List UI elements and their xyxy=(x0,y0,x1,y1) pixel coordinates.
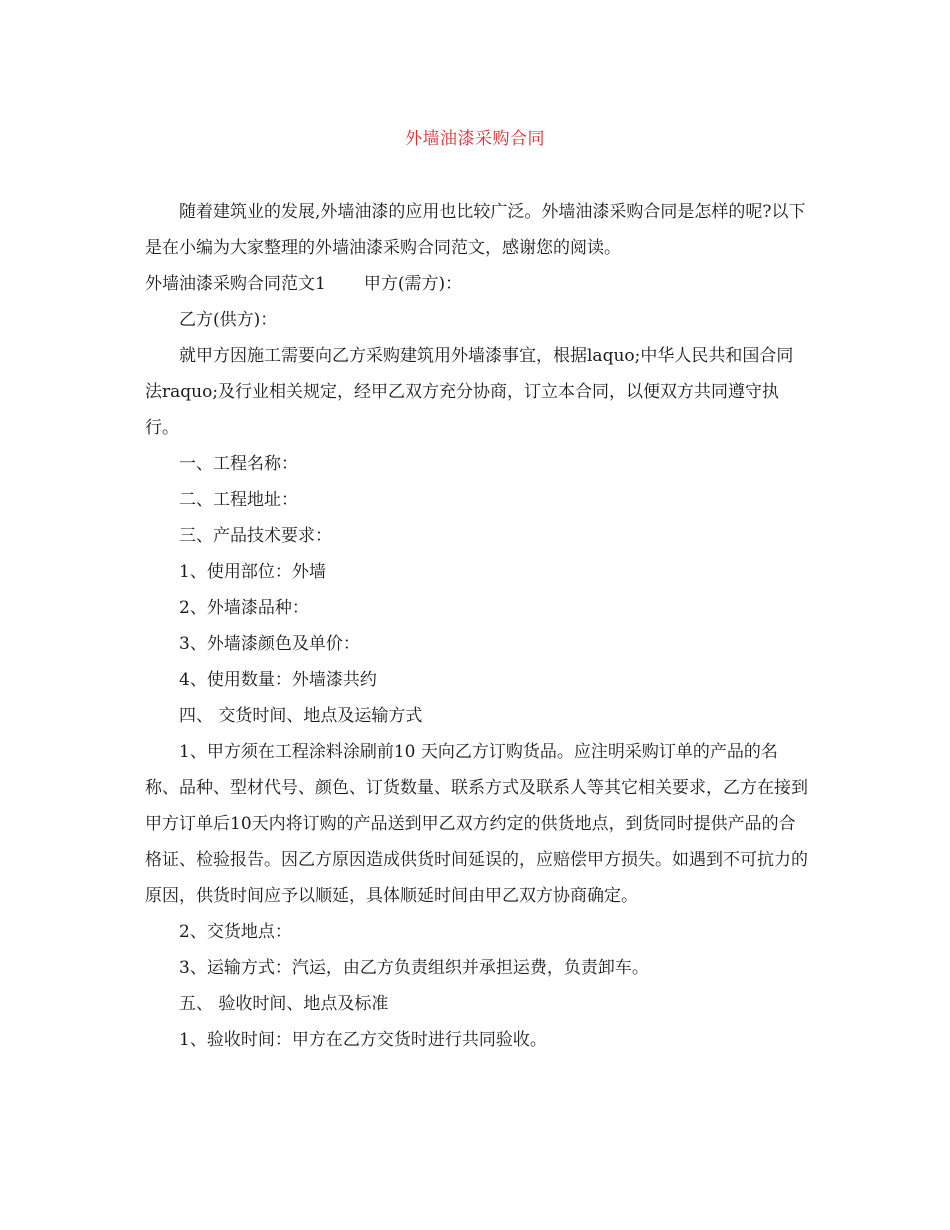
section-project-address: 二、工程地址： xyxy=(179,490,298,510)
party-b-label: 乙方(供方)： xyxy=(179,310,278,330)
tech-item-color-price: 3、外墙漆颜色及单价： xyxy=(179,634,360,654)
document-body xyxy=(145,194,810,1058)
delivery-item-location: 2、交货地点： xyxy=(179,922,292,942)
sample-heading: 外墙油漆采购合同范文1 xyxy=(145,274,326,294)
section-delivery: 四、 交货时间、地点及运输方式 xyxy=(179,706,423,726)
tech-item-usage-area: 1、使用部位：外墙 xyxy=(179,562,326,582)
section-project-name: 一、工程名称： xyxy=(179,454,298,474)
document-title: 外墙油漆采购合同 xyxy=(405,129,545,149)
sample-heading-line xyxy=(145,266,810,302)
delivery-item-transport: 3、运输方式：汽运，由乙方负责组织并承担运费，负责卸车。 xyxy=(179,958,649,978)
preamble-paragraph: 就甲方因施工需要向乙方采购建筑用外墙漆事宜，根据laquo;中华人民共和国合同法raquo;及行业相关规定，经甲乙双方充分协商，订立本合同，以便双方共同遵守执行。 xyxy=(145,346,794,438)
party-a-label: 甲方(需方)： xyxy=(363,274,463,294)
intro-paragraph: 随着建筑业的发展,外墙油漆的应用也比较广泛。外墙油漆采购合同是怎样的呢?以下是在小编为大家整理的外墙油漆采购合同范文，感谢您的阅读。 xyxy=(145,202,806,258)
acceptance-item-time: 1、验收时间：甲方在乙方交货时进行共同验收。 xyxy=(179,1030,547,1050)
section-tech-requirements: 三、产品技术要求： xyxy=(179,526,332,546)
delivery-item-order: 1、甲方须在工程涂料涂刷前10 天向乙方订购货品。应注明采购订单的产品的名称、品种、型材代号、颜色、订货数量、联系方式及联系人等其它相关要求，乙方在接到甲方订单后10天内将订购的产品送到甲乙双方约定的供货地点，到货同时提供产品的合格证、检验报告。因乙方原因造成供货时间延误的，应赔偿甲方损失。如遇到不可抗力的原因，供货时间应予以顺延，具体顺延时间由甲乙双方协商确定。 xyxy=(145,742,808,906)
section-acceptance: 五、 验收时间、地点及标准 xyxy=(179,994,389,1014)
tech-item-quantity: 4、使用数量：外墙漆共约 xyxy=(179,670,377,690)
tech-item-paint-type: 2、外墙漆品种： xyxy=(179,598,309,618)
